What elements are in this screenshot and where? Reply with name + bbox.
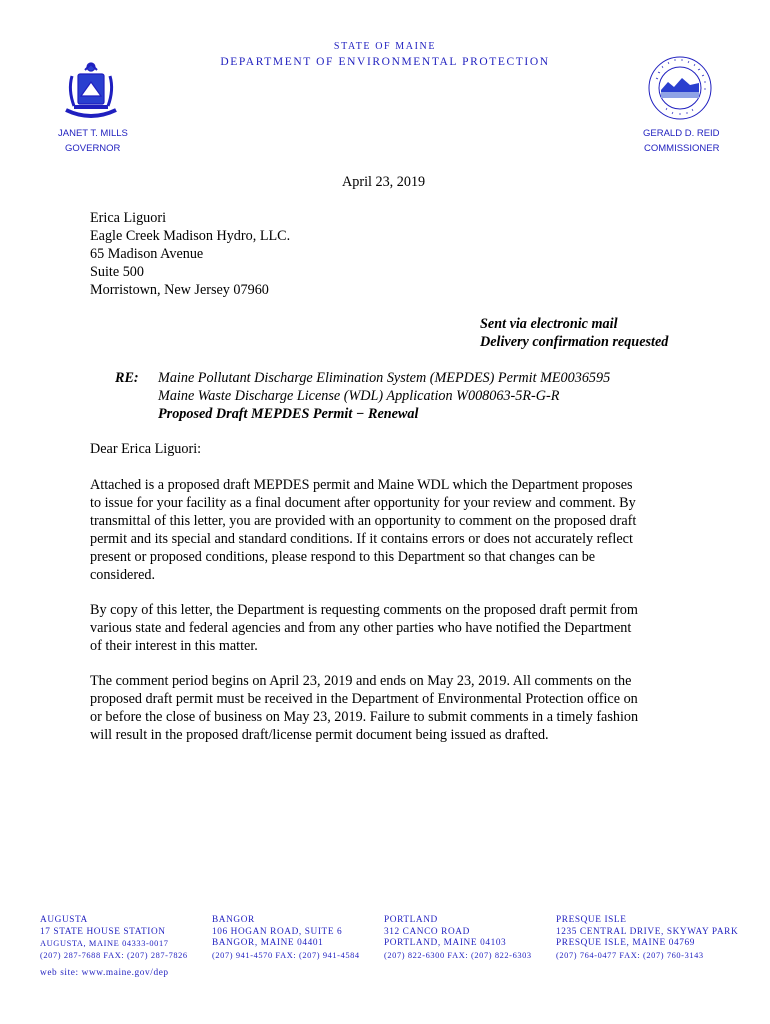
re-line: Maine Waste Discharge License (WDL) Application W008063-5R-G-R bbox=[158, 388, 560, 404]
recipient-line: 65 Madison Avenue bbox=[90, 246, 204, 262]
body-paragraph bbox=[90, 672, 690, 744]
commissioner-title: COMMISSIONER bbox=[644, 143, 720, 154]
re-line: Proposed Draft MEPDES Permit − Renewal bbox=[158, 406, 419, 422]
commissioner-name: GERALD D. REID bbox=[643, 128, 720, 139]
delivery-line: Sent via electronic mail bbox=[480, 316, 618, 332]
delivery-note bbox=[480, 315, 668, 351]
re-line: Maine Pollutant Discharge Elimination System (MEPDES) Permit ME0036595 bbox=[158, 370, 611, 386]
office-city: BANGOR bbox=[212, 915, 255, 925]
governor-title: GOVERNOR bbox=[65, 143, 121, 154]
recipient-line: Suite 500 bbox=[90, 264, 144, 280]
office-phone: (207) 941-4570 FAX: (207) 941-4584 bbox=[212, 950, 360, 960]
paragraph-line: of their interest in this matter. bbox=[90, 638, 258, 654]
office-citystate: BANGOR, MAINE 04401 bbox=[212, 938, 324, 948]
re-subject bbox=[158, 369, 610, 423]
office-citystate: PRESQUE ISLE, MAINE 04769 bbox=[556, 938, 695, 948]
paragraph-line: Attached is a proposed draft MEPDES permit and Maine WDL which the Department proposes bbox=[90, 477, 633, 493]
body-paragraph bbox=[90, 476, 690, 584]
paragraph-line: permit and its special and standard conditions. If it contains errors or does not accurately reflect bbox=[90, 531, 633, 547]
office-bangor bbox=[212, 915, 360, 961]
dep-seal-logo bbox=[646, 54, 714, 122]
paragraph-line: will result in the proposed draft/license permit document being issued as drafted. bbox=[90, 727, 549, 743]
office-street: 106 HOGAN ROAD, SUITE 6 bbox=[212, 926, 343, 937]
office-portland bbox=[384, 915, 532, 961]
paragraph-line: various state and federal agencies and from any other parties who have notified the Department bbox=[90, 620, 632, 636]
office-street: 17 STATE HOUSE STATION bbox=[40, 926, 166, 937]
paragraph-line: proposed draft permit must be received in the Department of Environmental Protection office on bbox=[90, 691, 638, 707]
state-heading: STATE OF MAINE bbox=[333, 41, 437, 52]
office-presque-isle bbox=[556, 915, 738, 961]
office-phone: (207) 822-6300 FAX: (207) 822-6303 bbox=[384, 950, 532, 960]
body-paragraph bbox=[90, 601, 690, 655]
office-city: PORTLAND bbox=[384, 915, 438, 925]
office-citystate: PORTLAND, MAINE 04103 bbox=[384, 938, 507, 948]
letter-date: April 23, 2019 bbox=[342, 174, 426, 190]
office-street: 312 CANCO ROAD bbox=[384, 926, 470, 937]
delivery-line: Delivery confirmation requested bbox=[480, 334, 669, 350]
paragraph-line: present or proposed conditions, please respond to this Department so that changes can be bbox=[90, 549, 596, 565]
state-seal-logo bbox=[58, 54, 124, 124]
paragraph-line: The comment period begins on April 23, 2019 and ends on May 23, 2019. All comments on the bbox=[90, 673, 632, 689]
office-augusta bbox=[40, 915, 188, 961]
office-citystate: AUGUSTA, MAINE 04333-0017 bbox=[40, 939, 169, 948]
paragraph-line: transmittal of this letter, you are provided with an opportunity to comment on the proposed draft bbox=[90, 513, 637, 529]
paragraph-line: considered. bbox=[90, 567, 156, 583]
paragraph-line: By copy of this letter, the Department is requesting comments on the proposed draft permit from bbox=[90, 602, 638, 618]
salutation: Dear Erica Liguori: bbox=[90, 441, 202, 457]
recipient-line: Eagle Creek Madison Hydro, LLC. bbox=[90, 228, 291, 244]
recipient-line: Morristown, New Jersey 07960 bbox=[90, 282, 269, 298]
paragraph-line: or before the close of business on May 23, 2019. Failure to submit comments in a timely fashion bbox=[90, 709, 639, 725]
office-phone: (207) 287-7688 FAX: (207) 287-7826 bbox=[40, 950, 188, 960]
paragraph-line: to issue for your facility as a final document after opportunity for your review and comment. By bbox=[90, 495, 636, 511]
office-city: AUGUSTA bbox=[40, 915, 88, 925]
office-phone: (207) 764-0477 FAX: (207) 760-3143 bbox=[556, 950, 704, 960]
re-label: RE: bbox=[115, 370, 139, 386]
department-heading: DEPARTMENT OF ENVIRONMENTAL PROTECTION bbox=[220, 56, 550, 68]
recipient-line: Erica Liguori bbox=[90, 210, 167, 226]
office-street: 1235 CENTRAL DRIVE, SKYWAY PARK bbox=[556, 926, 739, 937]
office-city: PRESQUE ISLE bbox=[556, 915, 627, 925]
governor-name: JANET T. MILLS bbox=[58, 128, 128, 139]
recipient-address bbox=[90, 209, 290, 299]
website-link[interactable]: web site: www.maine.gov/dep bbox=[40, 968, 169, 978]
